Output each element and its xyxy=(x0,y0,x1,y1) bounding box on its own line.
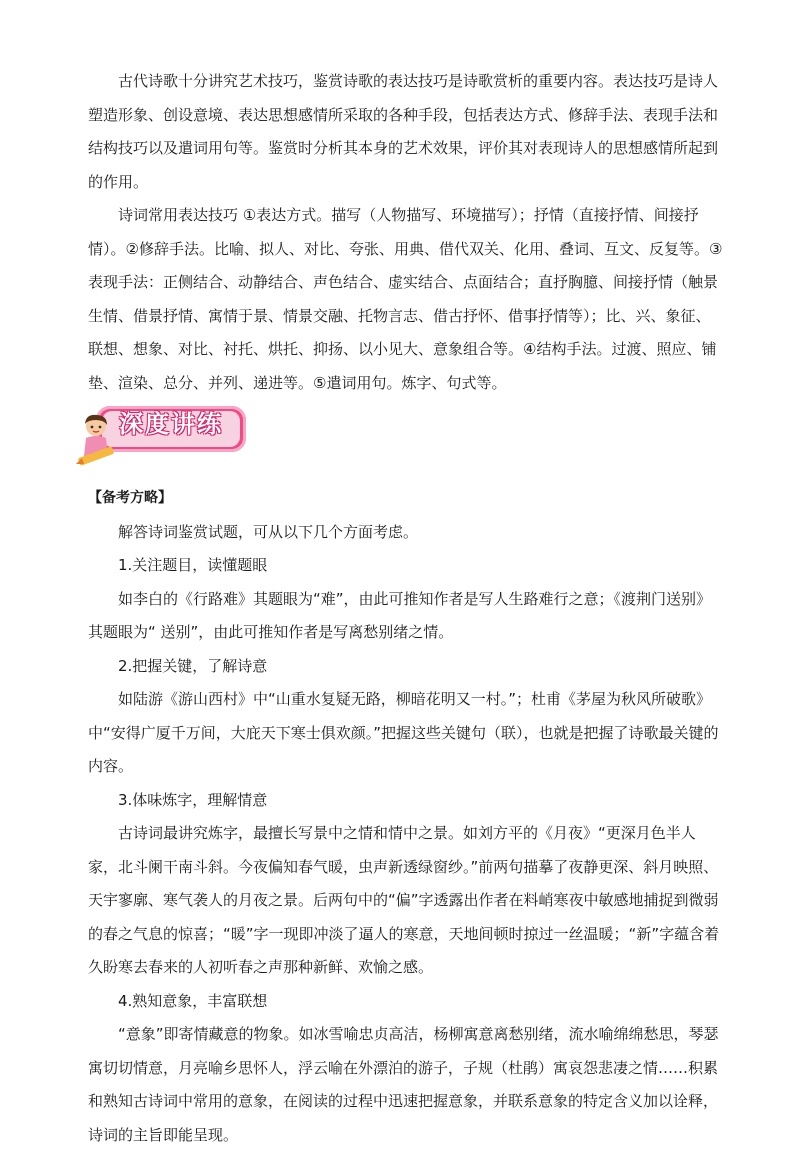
pencil-girl-icon xyxy=(74,412,118,468)
section-badge xyxy=(74,402,724,472)
strategy-body-2: 如陆游《游山西村》中“山重水复疑无路，柳暗花明又一村。”；杜甫《茅屋为秋风所破歌》中“安得广厦千万间，大庇天下寒士俱欢颜。”把握这些关键句（联），也就是把握了诗歌最关键的内容。 xyxy=(88,690,719,775)
strategy-heading-3: 3.体味炼字，理解情意 xyxy=(118,790,268,809)
strategy-heading-4: 4.熟知意象，丰富联想 xyxy=(118,991,268,1010)
intro-paragraph-1: 古代诗歌十分讲究艺术技巧，鉴赏诗歌的表达技巧是诗歌赏析的重要内容。表达技巧是诗人塑造形象、创设意境、表达思想感情所采取的各种手段，包括表达方式、修辞手法、表现手法和结构技巧以及遣词用句等。鉴赏时分析其本身的艺术效果，评价其对表现诗人的思想感情所起到的作用。 xyxy=(88,72,719,191)
strategy-lead: 解答诗词鉴赏试题，可从以下几个方面考虑。 xyxy=(118,522,419,541)
intro-paragraph-2: 诗词常用表达技巧 ①表达方式。描写（人物描写、环境描写）；抒情（直接抒情、间接抒情）。②修辞手法。比喻、拟人、对比、夸张、用典、借代双关、化用、叠词、互文、反复等。③表现手法：正侧结合、动静结合、声色结合、虚实结合、点面结合；直抒胸臆、间接抒情（触景生情、借景抒情、寓情于景、情景交融、托物言志、借古抒怀、借事抒情等）；比、兴、象征、联想、想象、对比、衬托、烘托、抑扬、以小见大、意象组合等。④结构手法。过渡、照应、铺垫、渲染、总分、并列、递进等。⑤遣词用句。炼字、句式等。 xyxy=(88,206,723,392)
strategy-heading-1: 1.关注题目，读懂题眼 xyxy=(118,556,268,574)
strategy-label: 【备考方略】 xyxy=(88,490,172,506)
strategy-body-1: 如李白的《行路难》其题眼为“难”，由此可推知作者是写人生路难行之意；《渡荆门送别》其题眼为“ 送别”，由此可推知作者是写离愁别绪之情。 xyxy=(88,589,712,641)
badge-title: 深度讲练 xyxy=(119,410,223,438)
document-content xyxy=(88,65,724,1152)
badge-frame xyxy=(96,406,246,452)
strategy-heading-2: 2.把握关键，了解诗意 xyxy=(118,656,268,675)
strategy-body-4: “意象”即寄情藏意的物象。如冰雪喻忠贞高洁，杨柳寓意离愁别绪，流水喻绵绵愁思，琴瑟寓切切情意，月亮喻乡思怀人，浮云喻在外漂泊的游子，子规（杜鹃）寓哀怨悲凄之情……积累和熟知古诗词中常用的意象，在阅读的过程中迅速把握意象，并联系意象的特定含义加以诠释，诗词的主旨即能呈现。 xyxy=(88,1025,719,1144)
strategy-body-3: 古诗词最讲究炼字，最擅长写景中之情和情中之景。如刘方平的《月夜》“更深月色半人家，北斗阑干南斗斜。今夜偏知春气暖，虫声新透绿窗纱。”前两句描摹了夜静更深、斜月映照、天宇寥廓、寒气袭人的月夜之景。后两句中的“偏”字透露出作者在料峭寒夜中敏感地捕捉到微弱的春之气息的惊喜；“暖”字一现即冲淡了逼人的寒意，天地间顿时掠过一丝温暖；“新”字蕴含着久盼寒去春来的人初听春之声那种新鲜、欢愉之感。 xyxy=(88,824,720,976)
